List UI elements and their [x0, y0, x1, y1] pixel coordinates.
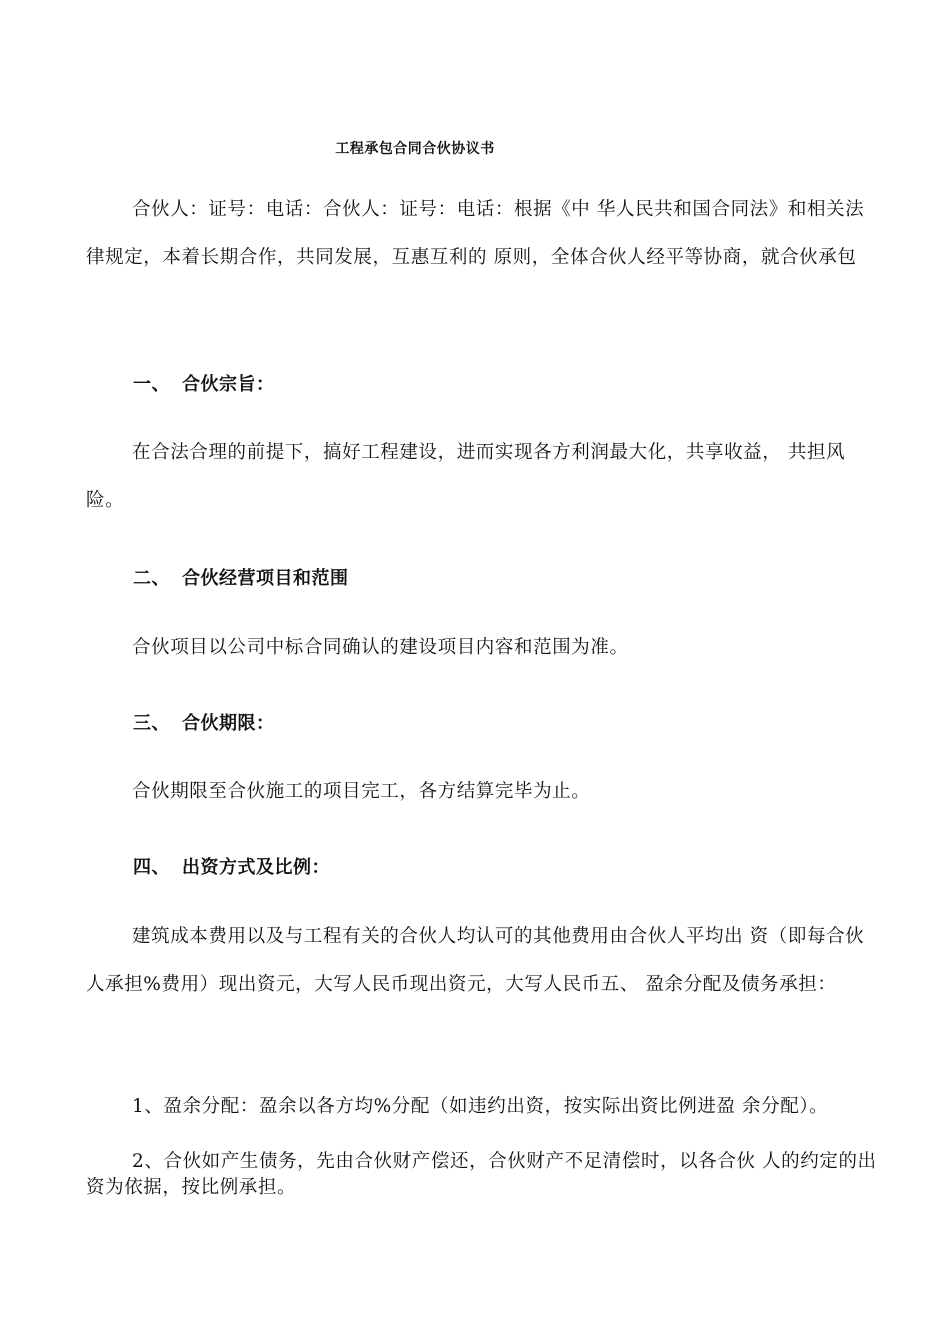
section-body-2: 合伙项目以公司中标合同确认的建设项目内容和范围为准。 — [132, 637, 629, 658]
section-title: 合伙期限： — [182, 713, 275, 734]
section-heading-1 — [133, 370, 275, 396]
section-body-3: 合伙期限至合伙施工的项目完工，各方结算完毕为止。 — [132, 781, 591, 802]
section-heading-3 — [133, 709, 275, 735]
list-item: 1、盈余分配：盈余以各方均%分配（如违约出资，按实际出资比例进盈 余分配）。 — [132, 1096, 829, 1117]
section-title: 合伙经营项目和范围 — [182, 568, 349, 589]
section-number: 二、 — [133, 568, 170, 589]
intro-paragraph: 合伙人：证号：电话：合伙人：证号：电话：根据《中 华人民共和国合同法》和相关法律规定，本着长期合作，共同发展，互惠互利的 原则，全体合伙人经平等协商，就合伙承包 — [86, 199, 865, 268]
document-title: 工程承包合同合伙协议书 — [335, 141, 495, 157]
section-heading-4 — [133, 853, 330, 879]
section-number: 三、 — [133, 713, 170, 734]
section-title: 合伙宗旨： — [182, 374, 275, 395]
section-title: 出资方式及比例： — [182, 857, 330, 878]
section-number: 一、 — [133, 374, 170, 395]
section-body-1: 在合法合理的前提下，搞好工程建设，进而实现各方利润最大化，共享收益， 共担风险。 — [86, 442, 846, 511]
section-heading-2 — [133, 564, 349, 590]
list-item: 2、合伙如产生债务，先由合伙财产偿还，合伙财产不足清偿时，以各合伙 人的约定的出资为依据，按比例承担。 — [86, 1151, 877, 1198]
section-number: 四、 — [133, 857, 170, 878]
section-body-4: 建筑成本费用以及与工程有关的合伙人均认可的其他费用由合伙人平均出 资（即每合伙人承担%费用）现出资元，大写人民币现出资元，大写人民币五、 盈余分配及债务承担： — [86, 926, 865, 995]
